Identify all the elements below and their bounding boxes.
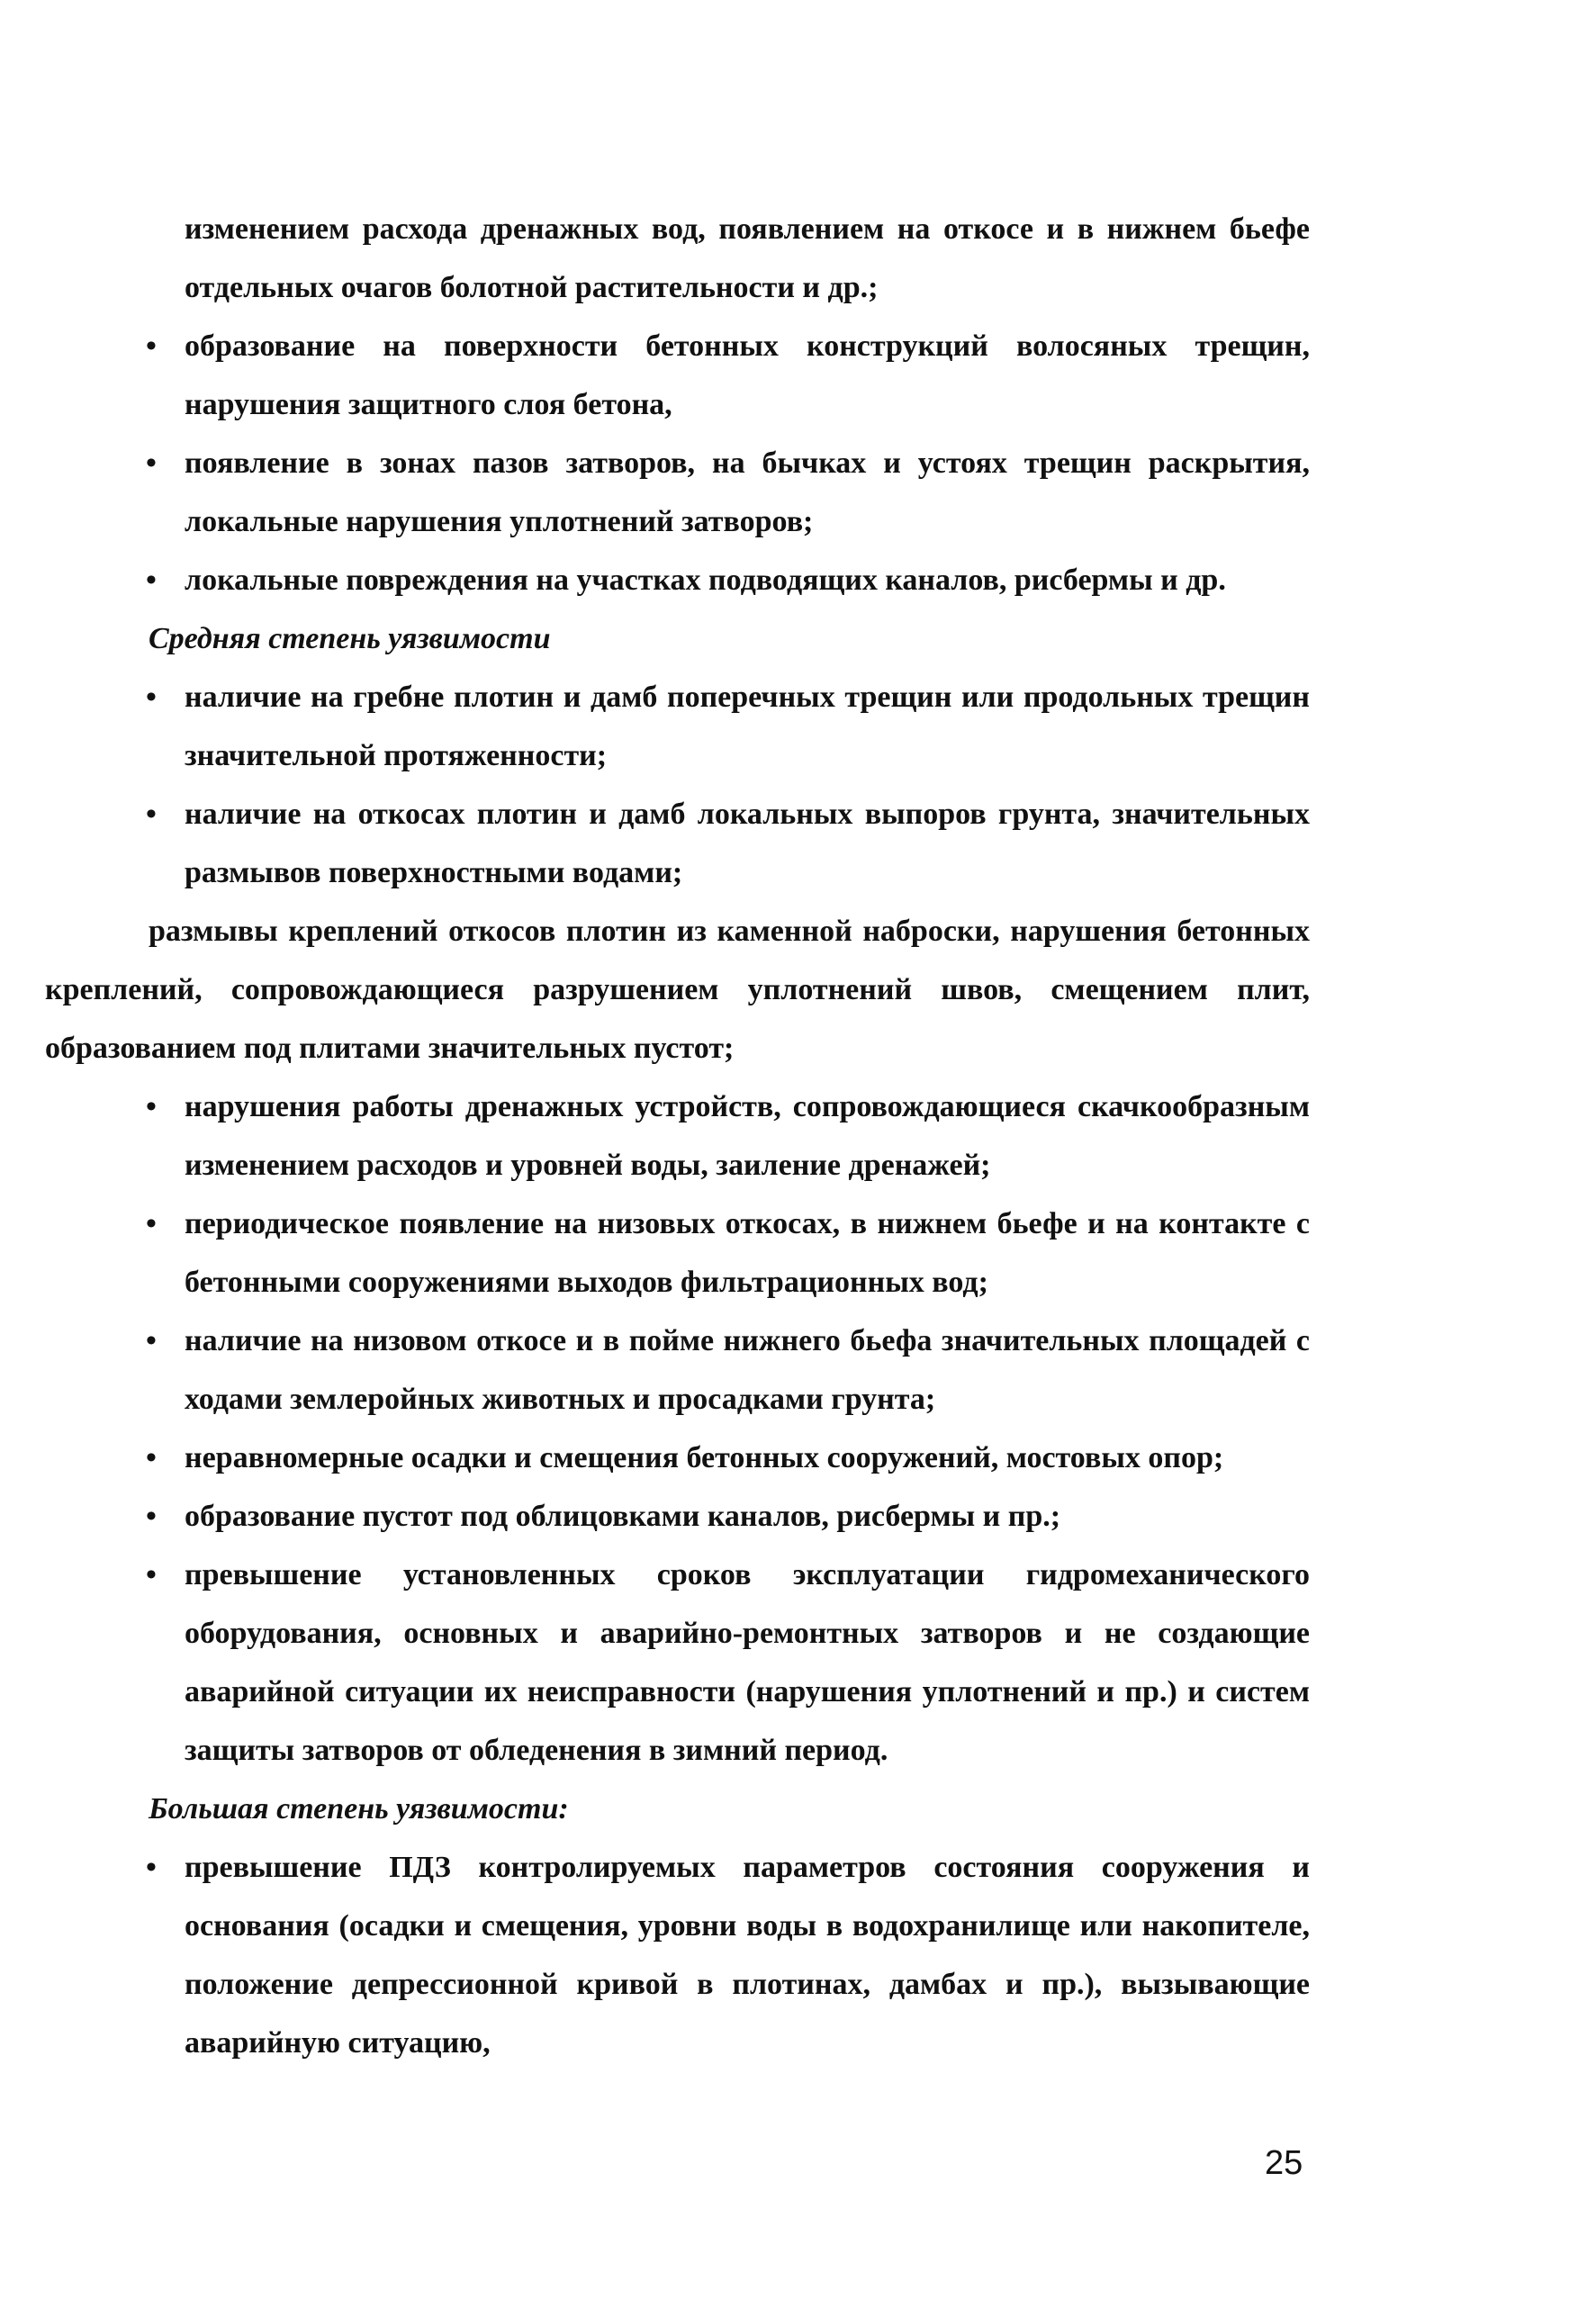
list-item: • локальные повреждения на участках подводящих каналов, рисбермы и др.	[45, 551, 1310, 609]
section-heading-high: Большая степень уязвимости:	[149, 1792, 569, 1826]
list-item: • превышение ПДЗ контролируемых параметров состояния сооружения и основания (осадки и смещения, уровни воды в водохранилище или накопителе, положение депрессионной кривой в плотинах, дамбах и пр.), вызывающие аварийную ситуацию,	[45, 1838, 1310, 2072]
continuation-text: изменением расхода дренажных вод, появлением на откосе и в нижнем бьефе отдельных очагов болотной растительности и др.;	[185, 212, 1310, 304]
list-item: • превышение установленных сроков эксплуатации гидромеханического оборудования, основных и аварийно-ремонтных затворов и не создающие аварийной ситуации их неисправности (нарушения уплотнений и пр.) и систем защиты затворов от обледенения в зимний период.	[45, 1546, 1310, 1780]
paragraph-text: размывы креплений откосов плотин из каменной наброски, нарушения бетонных креплений, сопровождающиеся разрушением уплотнений швов, смещением плит, образованием под плитами значительных пустот;	[45, 915, 1310, 1065]
list-item: • образование пустот под облицовками каналов, рисбермы и пр.;	[45, 1487, 1310, 1546]
list-item: • образование на поверхности бетонных конструкций волосяных трещин, нарушения защитного слоя бетона,	[45, 317, 1310, 434]
list-item: • неравномерные осадки и смещения бетонных сооружений, мостовых опор;	[45, 1429, 1310, 1487]
section-heading-medium: Средняя степень уязвимости	[149, 622, 551, 655]
list-item: • появление в зонах пазов затворов, на бычках и устоях трещин раскрытия, локальные нарушения уплотнений затворов;	[45, 434, 1310, 551]
page-number: 25	[1265, 2144, 1303, 2182]
page-body	[45, 200, 1310, 2072]
list-item: • нарушения работы дренажных устройств, сопровождающиеся скачкообразным изменением расходов и уровней воды, заиление дренажей;	[45, 1077, 1310, 1195]
list-item: • наличие на гребне плотин и дамб поперечных трещин или продольных трещин значительной протяженности;	[45, 668, 1310, 785]
list-item: • наличие на откосах плотин и дамб локальных выпоров грунта, значительных размывов поверхностными водами;	[45, 785, 1310, 902]
list-item: • периодическое появление на низовых откосах, в нижнем бьефе и на контакте с бетонными сооружениями выходов фильтрационных вод;	[45, 1195, 1310, 1312]
list-item: • наличие на низовом откосе и в пойме нижнего бьефа значительных площадей с ходами землеройных животных и просадками грунта;	[45, 1312, 1310, 1429]
